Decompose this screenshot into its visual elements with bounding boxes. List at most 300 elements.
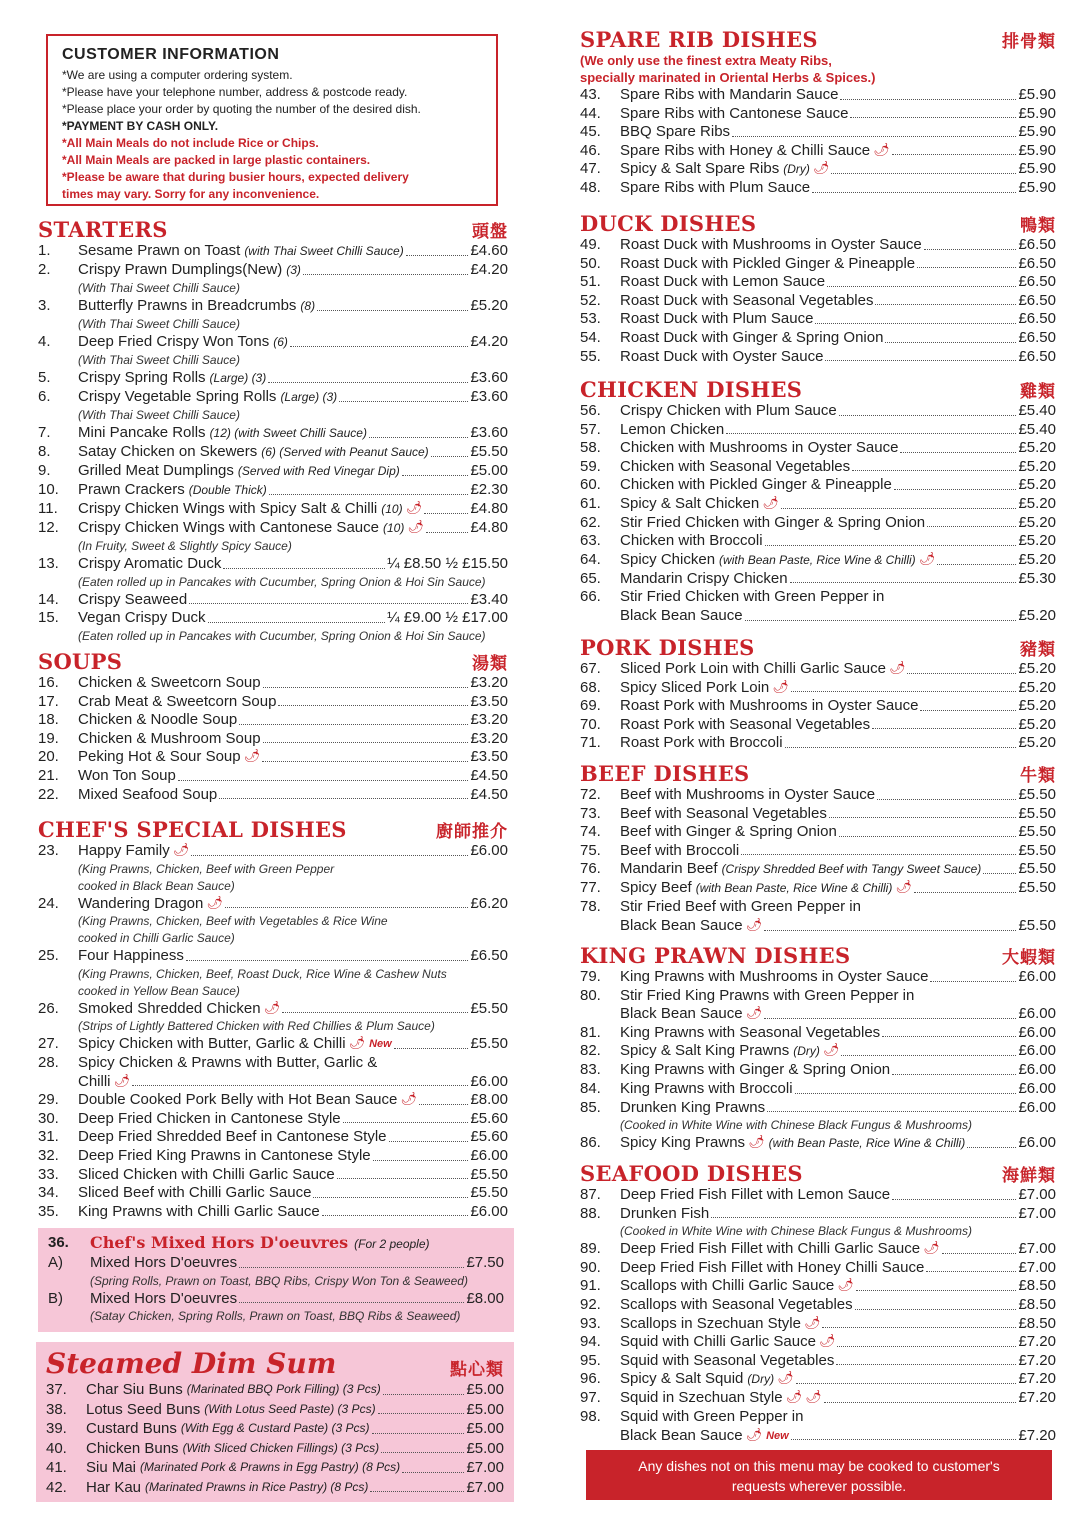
menu-item (580, 570, 1056, 589)
section-header (580, 378, 1056, 402)
item-detail: (12) (with Sweet Chilli Sauce) (209, 426, 367, 440)
item-detail: (3) (286, 263, 301, 277)
menu-item (580, 716, 1056, 735)
item-name: Chicken with Pickled Ginger & Pineapple (620, 476, 892, 494)
chilli-icon: 🌶 (777, 1371, 794, 1387)
item-name: Spicy Chicken (620, 550, 716, 568)
item-list (580, 968, 1056, 1153)
item-number: 70. (580, 715, 601, 733)
dot-leader (875, 292, 1016, 306)
chilli-icon: 🌶 (405, 501, 423, 516)
menu-item (580, 495, 1056, 514)
item-name: Roast Pork with Seasonal Vegetables (620, 715, 871, 733)
item-number: 89. (580, 1240, 601, 1258)
item-note: cooked in Black Bean Sauce) (78, 878, 235, 893)
item-name: Deep Fried Crispy Won Tons (78, 333, 270, 350)
dot-leader (822, 1315, 1016, 1329)
item-number: 2. (38, 261, 51, 278)
menu-item-continued (38, 1073, 508, 1092)
item-price: £6.00 (1018, 1079, 1056, 1097)
menu-item-continued (580, 1427, 1056, 1446)
dot-leader (741, 842, 1016, 856)
item-price: £3.50 (470, 692, 508, 710)
item-number: 21. (38, 766, 59, 784)
dot-leader (983, 860, 1016, 874)
item-price: £5.50 (470, 1184, 508, 1202)
menu-item (580, 1205, 1056, 1224)
item-note: (With Thai Sweet Chilli Sauce) (78, 408, 240, 422)
item-detail: (with Bean Paste, Rice Wine & Chilli) (768, 1136, 966, 1151)
item-price: £5.30 (1018, 569, 1056, 587)
item-number: 94. (580, 1333, 601, 1351)
hors-items (48, 1254, 504, 1325)
dim-sum-title: Steamed Dim Sum (46, 1347, 337, 1380)
item-number: 43. (580, 86, 601, 103)
item-name: Lotus Seed Buns (86, 1400, 201, 1418)
item-number: 56. (580, 402, 601, 419)
footer-line-2: requests wherever possible. (731, 1478, 907, 1494)
dot-leader (268, 369, 468, 383)
chilli-icon: 🌶 (772, 679, 789, 695)
item-price: £7.00 (466, 1478, 504, 1496)
item-number: 51. (580, 273, 601, 291)
item-number: 14. (38, 590, 59, 608)
menu-item (580, 968, 1056, 987)
item-price: £7.00 (1018, 1186, 1056, 1203)
menu-item (38, 388, 508, 407)
menu-item (38, 261, 508, 280)
item-number: B) (48, 1289, 63, 1307)
menu-item (580, 421, 1056, 440)
item-number: 91. (580, 1277, 601, 1295)
item-name: Crispy Seaweed (78, 590, 188, 608)
item-name: Roast Duck with Ginger & Spring Onion (620, 328, 884, 346)
item-detail: (6) (273, 335, 288, 349)
item-number: 95. (580, 1351, 601, 1369)
item-name: Wandering Dragon (78, 894, 204, 912)
item-price: £5.20 (1018, 532, 1056, 550)
chilli-icon: 🌶 (918, 551, 936, 567)
item-name: Squid with Chilli Garlic Sauce (620, 1333, 816, 1351)
item-name: Scallops in Szechuan Style (620, 1314, 801, 1332)
item-number: 77. (580, 879, 601, 897)
dot-leader (189, 591, 468, 605)
menu-item (580, 236, 1056, 255)
item-note: (Cooked in White Wine with Chinese Black Fungus & Mushrooms) (620, 1118, 973, 1133)
item-name: Roast Duck with Lemon Sauce (620, 273, 826, 291)
chilli-icon: 🌶 (206, 895, 223, 911)
dot-leader (373, 1147, 469, 1161)
item-name: Deep Fried Shredded Beef in Cantonese Style (78, 1128, 387, 1146)
menu-item (580, 310, 1056, 329)
section-beef (580, 762, 1056, 936)
dot-leader (343, 1110, 469, 1124)
chilli-icon: 🌶 (407, 520, 424, 535)
dot-leader (839, 823, 1017, 837)
item-name: Chicken with Seasonal Vegetables (620, 457, 851, 475)
item-number: 47. (580, 160, 601, 178)
dot-leader (852, 458, 1016, 472)
item-number: 58. (580, 439, 601, 457)
item-name: Crab Meat & Sweetcorn Soup (78, 692, 277, 710)
menu-item (580, 458, 1056, 477)
dot-leader (856, 1277, 1017, 1291)
item-number: 80. (580, 986, 601, 1004)
item-name: King Prawns with Mushrooms in Oyster Sauce (620, 968, 929, 985)
menu-item (580, 142, 1056, 161)
item-detail: (Large) (3) (209, 371, 267, 385)
menu-item (580, 439, 1056, 458)
item-number: 66. (580, 588, 601, 606)
item-number: 12. (38, 519, 59, 536)
item-price: £5.50 (470, 1165, 508, 1183)
item-price: £8.50 (1018, 1314, 1056, 1332)
info-heading: CUSTOMER INFORMATION (62, 46, 280, 63)
item-price: £5.20 (1018, 457, 1056, 475)
menu-item (580, 1315, 1056, 1334)
menu-item (46, 1419, 504, 1439)
item-number: 85. (580, 1098, 601, 1116)
info-line: *All Main Meals are packed in large plastic containers. (62, 153, 371, 167)
item-detail: (with Bean Paste, Rice Wine & Chilli) (695, 881, 893, 896)
dot-leader (815, 310, 1016, 324)
item-number: 48. (580, 179, 601, 197)
item-name: Deep Fried Chicken in Cantonese Style (78, 1109, 341, 1127)
item-number: A) (48, 1254, 63, 1271)
item-number: 39. (46, 1420, 67, 1437)
item-number: 28. (38, 1053, 59, 1071)
menu-item (580, 1186, 1056, 1205)
item-note: cooked in Yellow Bean Sauce) (78, 983, 240, 998)
item-price: £6.50 (1018, 236, 1056, 253)
item-price: £7.00 (1018, 1240, 1056, 1258)
menu-item (38, 1035, 508, 1054)
item-number: 87. (580, 1186, 601, 1203)
menu-item (38, 591, 508, 610)
item-name: Mini Pancake Rolls (78, 424, 206, 441)
item-number: 82. (580, 1042, 601, 1060)
item-name-continued: Black Bean Sauce (620, 916, 743, 934)
chilli-icon: 🌶 (172, 843, 190, 858)
info-line: *Please have your telephone number, address & postcode ready. (62, 85, 408, 99)
item-note: (Cooked in White Wine with Chinese Black Fungus & Mushrooms) (620, 1224, 973, 1239)
chilli-icon: 🌶 (745, 1427, 763, 1443)
item-number: 29. (38, 1091, 59, 1109)
item-number: 72. (580, 786, 601, 803)
item-number: 50. (580, 254, 601, 272)
item-number: 53. (580, 310, 601, 328)
item-note: (In Fruity, Sweet & Slightly Spicy Sauce) (78, 539, 292, 553)
item-list (580, 660, 1056, 753)
item-name: Mixed Seafood Soup (78, 785, 218, 803)
item-number: 31. (38, 1128, 59, 1146)
item-name: Double Cooked Pork Belly with Hot Bean Sauce (78, 1091, 398, 1109)
item-name: Spicy Chicken with Butter, Garlic & Chilli (78, 1035, 346, 1053)
dot-leader (892, 142, 1017, 156)
menu-item (38, 500, 508, 519)
item-name: Crispy Aromatic Duck (78, 555, 222, 572)
item-price: £5.50 (1018, 841, 1056, 859)
item-note: (Spring Rolls, Prawn on Toast, BBQ Ribs, Crispy Won Ton & Seaweed) (90, 1273, 468, 1288)
item-name: Roast Duck with Seasonal Vegetables (620, 291, 874, 309)
item-name-suffix: (New) (242, 261, 283, 278)
item-name: Beef with Broccoli (620, 841, 740, 859)
dot-leader (262, 748, 468, 762)
menu-item (580, 860, 1056, 879)
menu-item (46, 1400, 504, 1420)
hors-tag: (For 2 people) (354, 1237, 430, 1251)
item-price: £5.20 (470, 297, 508, 314)
dot-leader (877, 786, 1016, 800)
item-price: £5.20 (1018, 494, 1056, 512)
dot-leader (927, 514, 1016, 528)
item-detail: (With Lotus Seed Paste) (3 Pcs) (204, 1401, 376, 1416)
dot-leader (765, 532, 1017, 546)
item-number: 1. (38, 242, 51, 259)
item-name: Sliced Pork Loin with Chilli Garlic Sauce (620, 660, 886, 677)
item-price: £3.20 (470, 674, 508, 691)
item-price: £3.20 (470, 729, 508, 747)
item-name: Spare Ribs with Honey & Chilli Sauce (620, 141, 871, 159)
menu-item (580, 1024, 1056, 1043)
menu-item (38, 730, 508, 749)
item-detail: (10) (382, 521, 405, 535)
item-number: 49. (580, 236, 601, 253)
item-number: 19. (38, 729, 59, 747)
menu-item (38, 711, 508, 730)
dot-leader (290, 333, 469, 347)
dot-leader (840, 86, 1016, 100)
menu-item (580, 1370, 1056, 1389)
item-note: cooked in Chilli Garlic Sauce) (78, 931, 235, 946)
section-seafood (580, 1162, 1056, 1445)
chilli-icon: 🌶 (745, 1006, 763, 1022)
menu-item (46, 1380, 504, 1400)
item-price: £6.50 (1018, 273, 1056, 291)
item-number: 25. (38, 947, 59, 965)
chilli-icon: 🌶 (888, 661, 906, 676)
item-name: Roast Pork with Mushrooms in Oyster Sauce (620, 697, 919, 715)
item-price: £8.50 (1018, 1295, 1056, 1313)
info-lines (62, 67, 482, 203)
dot-leader (239, 1290, 464, 1304)
chilli-icon: 🌶 (812, 161, 830, 177)
info-line: *All Main Meals do not include Rice or Chips. (62, 136, 319, 150)
item-number: 45. (580, 123, 601, 141)
menu-item (580, 1061, 1056, 1080)
dot-leader (369, 424, 469, 438)
menu-item (580, 660, 1056, 679)
item-name: Lemon Chicken (620, 420, 725, 438)
item-price: £6.50 (1018, 310, 1056, 328)
item-name: Drunken King Prawns (620, 1098, 766, 1116)
item-price: £6.00 (1018, 1023, 1056, 1041)
dot-leader (839, 402, 1017, 416)
item-name: Roast Duck with Oyster Sauce (620, 347, 824, 365)
chilli-icon: 🌶 (762, 495, 779, 511)
dot-leader (317, 297, 468, 311)
item-name: Mixed Hors D'oeuvres (90, 1254, 238, 1271)
item-name: Stir Fried King Prawns with Green Pepper in (620, 986, 915, 1004)
item-price: £5.90 (1018, 179, 1056, 197)
item-price: £5.40 (1018, 420, 1056, 438)
menu-item (38, 947, 508, 966)
dot-leader (322, 1203, 469, 1217)
dot-leader (303, 261, 469, 275)
item-price: £6.50 (1018, 254, 1056, 272)
item-number: 74. (580, 823, 601, 841)
item-number: 5. (38, 369, 51, 386)
chilli-icon: 🌶 (745, 917, 763, 933)
dot-leader (872, 716, 1016, 730)
item-number: 15. (38, 609, 59, 627)
section-header (38, 218, 508, 242)
item-name: Spare Ribs with Cantonese Sauce (620, 104, 849, 122)
menu-item-continued (580, 917, 1056, 936)
section-title: STARTERS (38, 217, 168, 242)
item-name: Roast Duck with Mushrooms in Oyster Sauce (620, 236, 922, 253)
menu-item (38, 1110, 508, 1129)
item-name: Stir Fried Chicken with Ginger & Spring Onion (620, 513, 926, 531)
item-name: BBQ Spare Ribs (620, 123, 731, 141)
section-chinese-title: 鴨類 (1020, 216, 1056, 235)
dot-leader (924, 236, 1017, 250)
item-number: 11. (38, 500, 58, 517)
item-price: £7.20 (1018, 1351, 1056, 1369)
item-name: King Prawns with Broccoli (620, 1079, 793, 1097)
section-chicken (580, 378, 1056, 626)
section-duck (580, 212, 1056, 366)
dot-leader (263, 730, 469, 744)
item-number: 41. (46, 1459, 67, 1476)
dot-leader (827, 273, 1016, 287)
chilli-icon: 🌶 (837, 1278, 854, 1294)
item-name: Grilled Meat Dumplings (78, 462, 234, 479)
dot-leader (824, 1389, 1017, 1403)
dot-leader (892, 1186, 1016, 1200)
dot-leader (339, 388, 468, 402)
item-list (38, 842, 508, 1221)
dot-leader (781, 495, 1017, 509)
item-price: £7.20 (1018, 1370, 1056, 1388)
item-number: 23. (38, 842, 59, 859)
dot-leader (841, 1042, 1016, 1056)
dot-leader (850, 105, 1016, 119)
item-number: 46. (580, 141, 601, 159)
item-number: 78. (580, 898, 601, 916)
item-number: 8. (38, 443, 51, 460)
menu-item (580, 514, 1056, 533)
menu-item (38, 1000, 508, 1019)
dim-sum-chinese: 點心類 (450, 1360, 504, 1379)
item-number: 86. (580, 1134, 601, 1152)
dot-leader (191, 842, 468, 856)
item-price: £5.50 (1018, 786, 1056, 803)
item-price: £5.00 (466, 1400, 504, 1418)
item-price: £8.00 (466, 1289, 504, 1307)
dot-leader (767, 1099, 1016, 1113)
chilli-icon: 🌶 (400, 1092, 417, 1108)
item-name: Beef with Mushrooms in Oyster Sauce (620, 786, 876, 803)
item-price: £4.80 (470, 519, 508, 536)
chilli-icon: 🌶 (748, 1135, 765, 1151)
item-price: £5.50 (1018, 916, 1056, 934)
menu-item (38, 519, 508, 538)
menu-item (580, 1080, 1056, 1099)
section-spare-ribs (580, 28, 1056, 198)
item-price: £8.50 (1018, 1277, 1056, 1295)
item-name: Happy Family (78, 842, 170, 859)
item-price: £5.00 (466, 1439, 504, 1457)
dot-leader (764, 1005, 1016, 1019)
item-number: 83. (580, 1061, 601, 1079)
item-number: 20. (38, 748, 59, 766)
chilli-icon: 🌶 (785, 1390, 803, 1406)
item-price: £4.60 (470, 242, 508, 259)
dot-leader (795, 1080, 1017, 1094)
item-number: 30. (38, 1109, 59, 1127)
item-detail: (Dry) (747, 1372, 775, 1387)
item-name: Spicy Sliced Pork Loin (620, 678, 770, 696)
section-title: CHEF'S SPECIAL DISHES (38, 817, 347, 842)
section-starters (38, 218, 508, 645)
dot-leader (402, 1458, 464, 1473)
menu-item (46, 1439, 504, 1459)
item-name: Crispy Chicken with Plum Sauce (620, 402, 837, 419)
menu-item (580, 679, 1056, 698)
item-name: Spicy & Salt Chicken (620, 494, 760, 512)
item-number: 24. (38, 894, 59, 912)
dot-leader (383, 1380, 465, 1395)
item-price: £3.40 (470, 590, 508, 608)
dot-leader (419, 1091, 469, 1105)
item-number: 7. (38, 424, 51, 441)
item-price: £6.50 (1018, 291, 1056, 309)
item-name: Vegan Crispy Duck (78, 609, 206, 627)
dot-leader (269, 481, 469, 495)
item-list (580, 1186, 1056, 1445)
item-number: 65. (580, 569, 601, 587)
item-number: 97. (580, 1389, 601, 1407)
item-price: £5.50 (1018, 860, 1056, 878)
item-price: £5.90 (1018, 160, 1056, 178)
section-title: DUCK DISHES (580, 211, 757, 236)
chilli-icon: 🌶 (348, 1036, 366, 1052)
item-name: Sesame Prawn on Toast (78, 242, 241, 259)
menu-item (580, 1042, 1056, 1061)
dot-leader (920, 697, 1016, 711)
item-price: £3.60 (470, 424, 508, 441)
item-name: Spicy King Prawns (620, 1134, 746, 1152)
item-price: £5.20 (1018, 734, 1056, 752)
item-number: 3. (38, 297, 51, 314)
item-name: Sliced Beef with Chilli Garlic Sauce (78, 1184, 312, 1202)
item-price: £5.20 (1018, 660, 1056, 677)
menu-item (38, 895, 508, 914)
item-name: Chicken & Mushroom Soup (78, 729, 261, 747)
item-name-continued: Black Bean Sauce (620, 606, 743, 624)
item-name: Chicken with Broccoli (620, 532, 763, 550)
item-number: 98. (580, 1407, 601, 1425)
item-number: 96. (580, 1370, 601, 1388)
dot-leader (178, 767, 469, 781)
menu-item (580, 1259, 1056, 1278)
item-name: Siu Mai (86, 1459, 137, 1476)
item-name: Peking Hot & Sour Soup (78, 748, 241, 766)
item-list (580, 402, 1056, 626)
item-price: £3.50 (470, 748, 508, 766)
menu-item (580, 1240, 1056, 1259)
